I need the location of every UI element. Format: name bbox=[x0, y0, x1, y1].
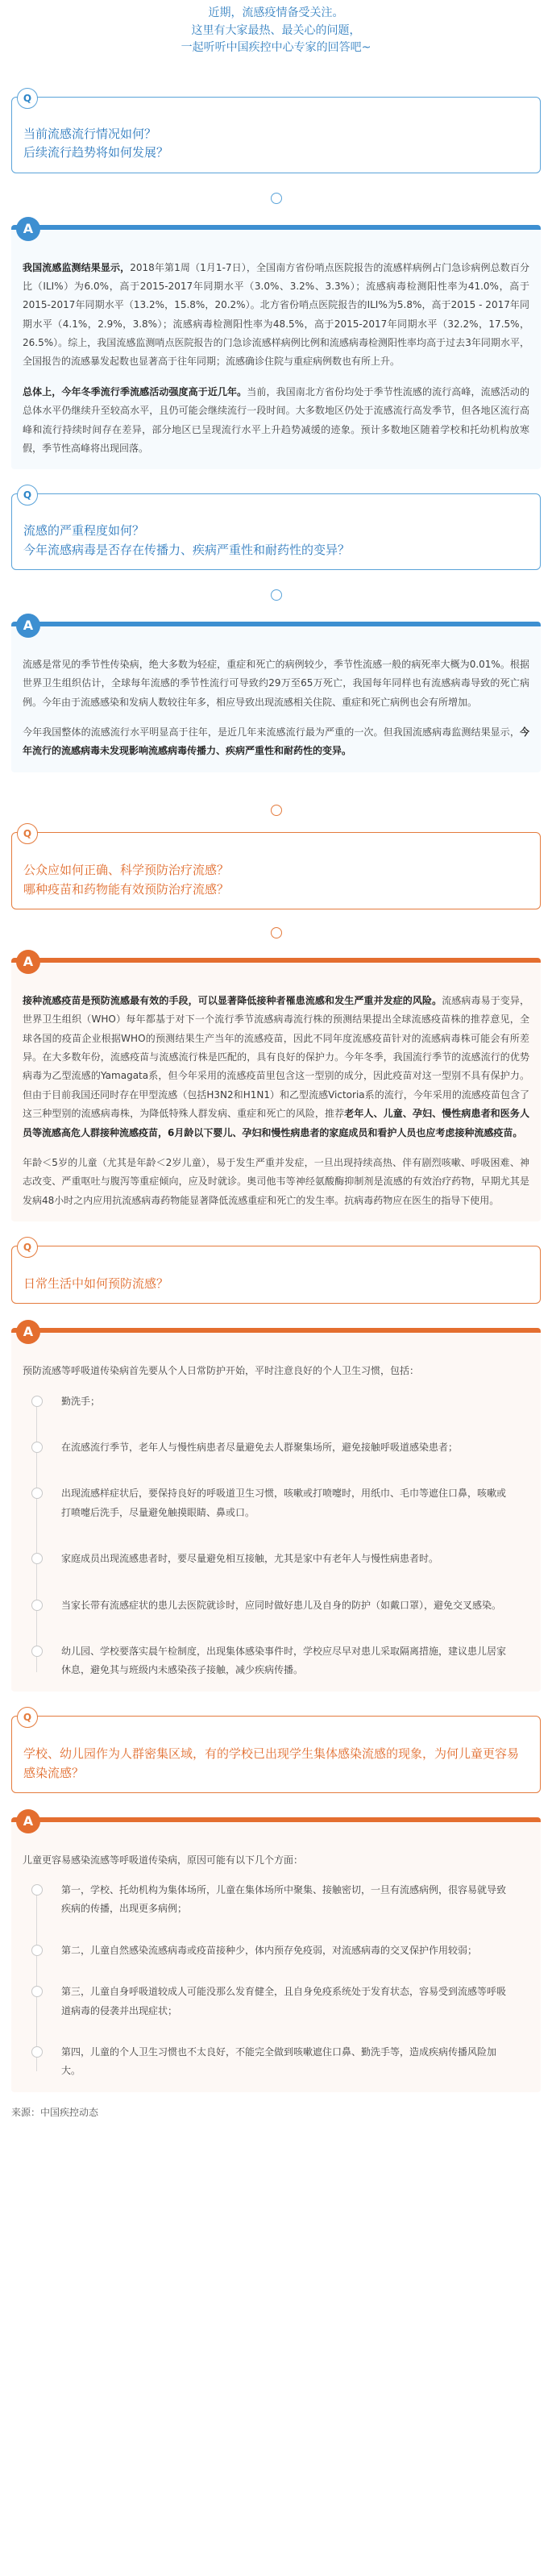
bullet-dot bbox=[31, 1884, 43, 1896]
question-text bbox=[23, 522, 529, 560]
question-text bbox=[23, 125, 529, 163]
answer-text: 流感病毒易于变异，世界卫生组织（WHO）每年都基于对下一个流行季节流感病毒流行株的预测结果提出全球流感疫苗株的推荐意见，全球各国的疫苗企业根据WHO的预测结果生产当年的流感疫苗，因此不同年度流感疫苗针对的流感病毒株可能会有所差异。在大多数年份，流感疫苗与流感流行株是匹配的，具有良好的保护力。今年冬季，我国流行季节的流感流行的优势病毒为乙型流感的Yamagata系，但今年采用的流感疫苗里包含这一型别的成分，因此疫苗对这一型别不具有保护力。但由于目前我国还同时存在甲型流感（包括H3N2和H1N1）和乙型流感Victoria系的流行，今年采用的流感疫苗包含了这三种型别的流感病毒株，为降低特殊人群发病、重症和死亡的风险，推荐 bbox=[23, 994, 529, 1120]
answer-text: 今年我国整体的流感流行水平明显高于往年，是近几年来流感流行最为严重的一次。但我国流感病毒监测结果显示， bbox=[23, 726, 520, 739]
answer-intro: 预防流感等呼吸道传染病首先要从个人日常防护开始，平时注意良好的个人卫生习惯，包括： bbox=[23, 1365, 420, 1377]
q-badge: Q bbox=[17, 1237, 38, 1258]
answer-emphasis: 接种流感疫苗是预防流感最有效的手段，可以显著降低接种者罹患流感和发生严重并发症的风险。 bbox=[23, 994, 442, 1006]
question-text bbox=[23, 860, 529, 899]
list-item-text: 在流感流行季节，老年人与慢性病患者尽量避免去人群聚集场所，避免接触呼吸道感染患者； bbox=[61, 1441, 459, 1453]
answer-emphasis: 总体上，今年冬季流行季流感活动强度高于近几年。 bbox=[23, 385, 247, 397]
a-badge: A bbox=[16, 950, 40, 974]
list-item bbox=[61, 1550, 529, 1568]
answer-paragraph: 年龄＜5岁的儿童（尤其是年龄＜2岁儿童），易于发生严重并发症，一旦出现持续高热、伴有剧烈咳嗽、呼吸困难、神志改变、严重呕吐与腹泻等重症倾向，应及时就诊。奥司他韦等神经氨酸酶抑制剂是流感的有效治疗药物，早期尤其是发病48小时之内应用抗流感病毒药物能显著降低流感重症和死亡的发生率。抗病毒药物应在医生的指导下使用。 bbox=[23, 1156, 529, 1206]
question-line: 学校、幼儿园作为人群密集区域，有的学校已出现学生集体感染流感的现象，为何儿童更容易感染流感？ bbox=[23, 1746, 520, 1780]
q-badge: Q bbox=[17, 485, 38, 506]
source-line: 来源：中国疾控动态 bbox=[11, 2106, 99, 2118]
question-text bbox=[23, 1744, 529, 1783]
a-badge: A bbox=[16, 1809, 40, 1833]
list-item bbox=[61, 1642, 529, 1680]
list-item bbox=[61, 1881, 529, 1919]
list-item bbox=[61, 1484, 529, 1522]
list-item-text: 第一，学校、托幼机构为集体场所，儿童在集体场所中聚集、接触密切，一旦有流感病例，很容易就导致疾病的传播，出现更多病例； bbox=[61, 1884, 507, 1915]
bullet-dot bbox=[31, 1600, 43, 1611]
question-line: 今年流感病毒是否存在传播力、疾病严重性和耐药性的变异？ bbox=[23, 542, 351, 557]
question-2 bbox=[11, 489, 541, 570]
list-item bbox=[61, 1941, 529, 1960]
list-item-text: 幼儿园、学校要落实晨午检制度，出现集体感染事件时，学校应尽早对患儿采取隔离措施，建议患儿居家休息，避免其与班级内未感染孩子接触，减少疾病传播。 bbox=[61, 1645, 507, 1676]
answer-paragraph bbox=[23, 383, 529, 459]
list-item bbox=[61, 1983, 529, 2020]
answer-text: 当前，我国南北方省份均处于季节性流感的流行高峰，流感活动的总体水平仍继续升至较高水平，且仍可能会继续流行一段时间。大多数地区仍处于流感流行高发季节，但各地区流行高峰和流行持续时间存在差异，部分地区已呈现流行水平上升趋势减缓的迹象。预计多数地区随着学校和托幼机构放寒假，季节性高峰将出现回落。 bbox=[23, 385, 529, 455]
answer-emphasis: 今年流行的流感病毒未发现影响流感病毒传播力、疾病严重性和耐药性的变异。 bbox=[23, 726, 529, 757]
list-item-text: 出现流感样症状后，要保持良好的呼吸道卫生习惯，咳嗽或打喷嚏时，用纸巾、毛巾等遮住口鼻，咳嗽或打喷嚏后洗手，尽量避免触摸眼睛、鼻或口。 bbox=[61, 1488, 507, 1518]
question-line: 哪种疫苗和药物能有效预防治疗流感？ bbox=[23, 881, 230, 897]
answer-paragraph bbox=[23, 992, 529, 1142]
question-5 bbox=[11, 1711, 541, 1793]
question-line: 当前流感流行情况如何？ bbox=[23, 127, 157, 141]
bullet-dot bbox=[31, 1945, 43, 1956]
question-text bbox=[23, 1274, 529, 1293]
intro-line: 近期，流感疫情备受关注。 bbox=[208, 6, 344, 19]
bullet-dot bbox=[31, 2046, 43, 2058]
bullet-dot bbox=[31, 1396, 43, 1407]
answer-paragraph bbox=[23, 259, 529, 372]
answer-4 bbox=[11, 1324, 541, 1692]
bullet-dot bbox=[31, 1553, 43, 1564]
list-item bbox=[61, 1596, 529, 1615]
question-line: 流感的严重程度如何？ bbox=[23, 523, 145, 539]
list-item bbox=[61, 1438, 529, 1457]
connector-dot bbox=[271, 927, 282, 938]
intro-text bbox=[11, 0, 541, 74]
answer-paragraph: 流感是常见的季节性传染病，绝大多数为轻症，重症和死亡的病例较少，季节性流感一般的病死率大概为0.01%。根据世界卫生组织估计，全球每年流感的季节性流行可导致约29万至65万死亡，我国每年同样也有流感病毒导致的死亡病例。今年由于流感感染和发病人数较往年多，相应导致出现流感相关住院、重症和死亡病例也会有所增加。 bbox=[23, 658, 529, 708]
question-3 bbox=[11, 827, 541, 909]
a-badge: A bbox=[16, 217, 40, 241]
q-badge: Q bbox=[17, 88, 38, 109]
list-item-text: 当家长带有流感症状的患儿去医院就诊时，应同时做好患儿及自身的防护（如戴口罩），避免交叉感染。 bbox=[61, 1599, 502, 1611]
bullet-dot bbox=[31, 1646, 43, 1657]
bullet-dot bbox=[31, 1488, 43, 1499]
answer-paragraph bbox=[23, 723, 529, 761]
reasons-list bbox=[31, 1881, 529, 2081]
answer-intro: 儿童更容易感染流感等呼吸道传染病，原因可能有以下几个方面： bbox=[23, 1854, 304, 1866]
connector-dot bbox=[271, 805, 282, 816]
question-1 bbox=[11, 93, 541, 173]
list-item-text: 家庭成员出现流感患者时，要尽量避免相互接触，尤其是家中有老年人与慢性病患者时。 bbox=[61, 1553, 439, 1565]
q-badge: Q bbox=[17, 823, 38, 844]
answer-emphasis: 老年人、儿童、孕妇、慢性病患者和医务人员等流感高危人群接种流感疫苗，6月龄以下婴儿、孕妇和慢性病患者的家庭成员和看护人员也应考虑接种流感疫苗。 bbox=[23, 1108, 529, 1138]
bullet-dot bbox=[31, 1442, 43, 1453]
answer-3 bbox=[11, 953, 541, 1221]
list-item-text: 第四，儿童的个人卫生习惯也不太良好，不能完全做到咳嗽遮住口鼻、勤洗手等，造成疾病传播风险加大。 bbox=[61, 2046, 497, 2077]
answer-emphasis: 我国流感监测结果显示， bbox=[23, 261, 131, 273]
a-badge: A bbox=[16, 614, 40, 638]
question-4 bbox=[11, 1242, 541, 1304]
question-line: 后续流行趋势将如何发展？ bbox=[23, 145, 169, 160]
list-item bbox=[61, 2043, 529, 2081]
answer-5 bbox=[11, 1812, 541, 2092]
connector-dot bbox=[271, 589, 282, 601]
list-item bbox=[61, 1392, 529, 1411]
question-line: 公众应如何正确、科学预防治疗流感？ bbox=[23, 862, 230, 877]
answer-2 bbox=[11, 617, 541, 772]
intro-line: 这里有大家最热、最关心的问题， bbox=[191, 23, 361, 37]
question-line: 日常生活中如何预防流感？ bbox=[23, 1276, 169, 1292]
bullet-dot bbox=[31, 1986, 43, 1997]
answer-text: 2018年第1周（1月1-7日），全国南方省份哨点医院报告的流感样病例占门急诊病例总数百分比（ILI%）为6.0%，高于2015-2017年同期水平（3.0%、3.2%、3.3%）；流感病毒检测阳性率为41.0%，高于2015-2017年同期水平（13.2%，15.8%，20.2%）。北方省份哨点医院报告的ILI%为5.8%，高于2015 - 2017年同期水平（4.1%，2.9%，3.8%）；流感病毒检测阳性率为48.5%，高于2015-2017年同期水平（32.2%，17.5%，26.5%）。综上，我国流感监测哨点医院报告的门急诊流感样病例比例和流感病毒检测阳性率均高于过去3年同期水平，全国报告的流感暴发起数也显著高于往年同期；流感确诊住院与重症病例数也有所上升。 bbox=[23, 261, 529, 368]
connector-dot bbox=[271, 193, 282, 204]
a-badge: A bbox=[16, 1320, 40, 1344]
list-item-text: 第二，儿童自然感染流感病毒或疫苗接种少，体内预存免疫弱，对流感病毒的交叉保护作用较弱； bbox=[61, 1944, 478, 1956]
list-item-text: 第三，儿童自身呼吸道较成人可能没那么发育健全，且自身免疫系统处于发育状态，容易受到流感等呼吸道病毒的侵袭并出现症状； bbox=[61, 1986, 507, 2016]
prevention-list bbox=[31, 1392, 529, 1680]
list-item-text: 勤洗手； bbox=[61, 1395, 101, 1407]
intro-line: 一起听听中国疾控中心专家的回答吧~ bbox=[181, 41, 371, 55]
answer-1 bbox=[11, 220, 541, 470]
q-badge: Q bbox=[17, 1707, 38, 1728]
